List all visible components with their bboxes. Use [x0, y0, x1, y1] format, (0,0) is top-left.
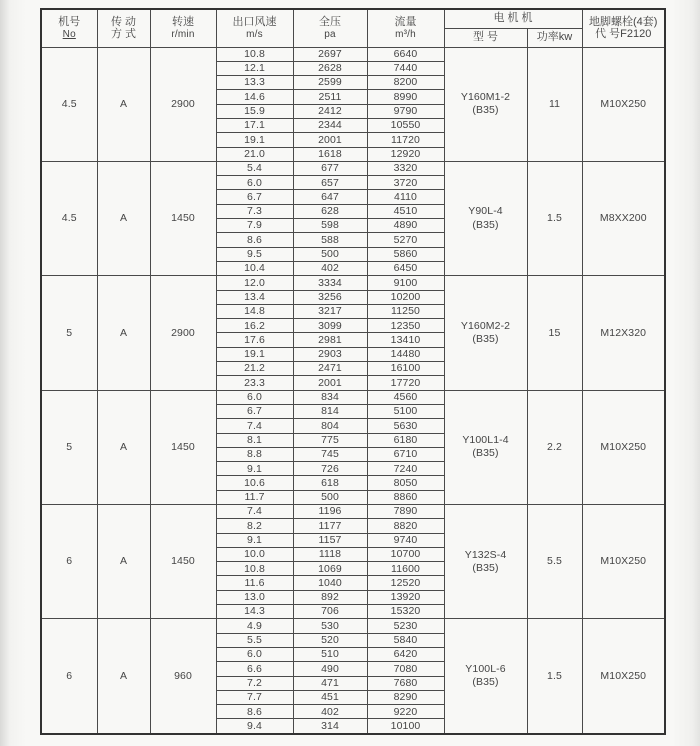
cell-rpm: 1450: [150, 390, 216, 504]
cell-fan-no: 4.5: [41, 47, 97, 161]
cell-pressure: 804: [293, 419, 367, 433]
cell-motor-model: [444, 47, 527, 161]
header-outlet-unit: m/s: [246, 28, 263, 40]
cell-flow: 5230: [367, 619, 444, 633]
cell-pressure: 1157: [293, 533, 367, 547]
cell-motor-power: 15: [527, 276, 582, 390]
cell-flow: 6420: [367, 647, 444, 661]
cell-pressure: 745: [293, 447, 367, 461]
cell-outlet-speed: 6.0: [216, 647, 293, 661]
cell-pressure: 2471: [293, 362, 367, 376]
motor-frame-line: (B35): [472, 447, 499, 460]
cell-pressure: 2599: [293, 76, 367, 90]
cell-flow: 10200: [367, 290, 444, 304]
cell-outlet-speed: 7.4: [216, 419, 293, 433]
cell-outlet-speed: 19.1: [216, 133, 293, 147]
cell-pressure: 2981: [293, 333, 367, 347]
cell-flow: 7080: [367, 662, 444, 676]
spec-block: [41, 390, 665, 504]
spec-block: [41, 161, 665, 275]
cell-flow: 13410: [367, 333, 444, 347]
cell-motor-model: [444, 390, 527, 504]
cell-flow: 6180: [367, 433, 444, 447]
motor-frame-line: (B35): [472, 218, 499, 231]
cell-motor-power: 2.2: [527, 390, 582, 504]
cell-anchor-bolt: M12X320: [582, 276, 665, 390]
cell-pressure: 510: [293, 647, 367, 661]
cell-rpm: 960: [150, 619, 216, 734]
motor-model-line: Y132S-4: [464, 548, 507, 561]
cell-pressure: 500: [293, 490, 367, 504]
cell-flow: 11600: [367, 562, 444, 576]
cell-flow: 8050: [367, 476, 444, 490]
cell-anchor-bolt: M8XX200: [582, 161, 665, 275]
spec-block: [41, 276, 665, 390]
cell-pressure: 657: [293, 176, 367, 190]
cell-pressure: 530: [293, 619, 367, 633]
cell-flow: 10700: [367, 547, 444, 561]
cell-outlet-speed: 8.2: [216, 519, 293, 533]
cell-fan-no: 4.5: [41, 161, 97, 275]
header-drive-line2: 方 式: [110, 28, 137, 41]
cell-outlet-speed: 7.9: [216, 219, 293, 233]
header-pressure-cn: 全压: [319, 16, 341, 29]
cell-flow: 17720: [367, 376, 444, 390]
cell-pressure: 598: [293, 219, 367, 233]
cell-motor-power: 11: [527, 47, 582, 161]
spec-row: [41, 619, 665, 633]
cell-outlet-speed: 10.8: [216, 47, 293, 61]
cell-flow: 4890: [367, 219, 444, 233]
header-fan-no: [41, 9, 97, 47]
cell-outlet-speed: 21.2: [216, 362, 293, 376]
cell-outlet-speed: 9.1: [216, 533, 293, 547]
header-drive-type: [97, 9, 150, 47]
cell-pressure: 618: [293, 476, 367, 490]
cell-outlet-speed: 7.3: [216, 204, 293, 218]
cell-flow: 4560: [367, 390, 444, 404]
cell-pressure: 1118: [293, 547, 367, 561]
cell-flow: 5100: [367, 404, 444, 418]
cell-pressure: 2511: [293, 90, 367, 104]
cell-motor-model: [444, 161, 527, 275]
cell-drive-type: A: [97, 161, 150, 275]
cell-pressure: 2001: [293, 133, 367, 147]
spec-row: [41, 505, 665, 519]
cell-pressure: 677: [293, 161, 367, 175]
spec-block: [41, 619, 665, 734]
cell-outlet-speed: 8.6: [216, 705, 293, 719]
header-drive-line1: 传 动: [110, 15, 137, 28]
cell-outlet-speed: 7.2: [216, 676, 293, 690]
cell-pressure: 314: [293, 719, 367, 734]
cell-drive-type: A: [97, 47, 150, 161]
cell-outlet-speed: 5.4: [216, 161, 293, 175]
cell-pressure: 3099: [293, 319, 367, 333]
cell-flow: 15320: [367, 605, 444, 619]
motor-frame-line: (B35): [472, 561, 499, 574]
cell-anchor-bolt: M10X250: [582, 619, 665, 734]
cell-outlet-speed: 9.1: [216, 462, 293, 476]
cell-outlet-speed: 14.3: [216, 605, 293, 619]
cell-flow: 12350: [367, 319, 444, 333]
cell-pressure: 490: [293, 662, 367, 676]
cell-rpm: 1450: [150, 505, 216, 619]
cell-outlet-speed: 9.4: [216, 719, 293, 734]
cell-outlet-speed: 10.8: [216, 562, 293, 576]
cell-flow: 7680: [367, 676, 444, 690]
cell-flow: 6710: [367, 447, 444, 461]
cell-drive-type: A: [97, 276, 150, 390]
cell-flow: 7890: [367, 505, 444, 519]
motor-model-line: Y100L1-4: [462, 434, 509, 447]
cell-pressure: 500: [293, 247, 367, 261]
cell-pressure: 1177: [293, 519, 367, 533]
cell-outlet-speed: 6.6: [216, 662, 293, 676]
table-header: [41, 9, 665, 47]
cell-flow: 6640: [367, 47, 444, 61]
cell-anchor-bolt: M10X250: [582, 505, 665, 619]
cell-flow: 9220: [367, 705, 444, 719]
cell-outlet-speed: 6.0: [216, 390, 293, 404]
cell-flow: 10550: [367, 118, 444, 132]
header-rpm-unit: r/min: [171, 28, 195, 40]
spec-row: [41, 276, 665, 290]
cell-flow: 8860: [367, 490, 444, 504]
header-motor-model: 型 号: [444, 28, 527, 47]
cell-outlet-speed: 15.9: [216, 104, 293, 118]
cell-outlet-speed: 11.7: [216, 490, 293, 504]
cell-outlet-speed: 8.6: [216, 233, 293, 247]
cell-anchor-bolt: M10X250: [582, 390, 665, 504]
cell-flow: 5270: [367, 233, 444, 247]
header-flow-unit: m³/h: [395, 28, 416, 40]
cell-motor-model: [444, 276, 527, 390]
cell-pressure: 588: [293, 233, 367, 247]
motor-model-line: Y160M1-2: [460, 91, 511, 104]
cell-pressure: 2001: [293, 376, 367, 390]
cell-rpm: 2900: [150, 47, 216, 161]
cell-flow: 3320: [367, 161, 444, 175]
header-fan-no-en: No: [62, 28, 76, 40]
cell-flow: 3720: [367, 176, 444, 190]
cell-outlet-speed: 5.5: [216, 633, 293, 647]
cell-pressure: 1069: [293, 562, 367, 576]
cell-outlet-speed: 23.3: [216, 376, 293, 390]
cell-flow: 8820: [367, 519, 444, 533]
cell-flow: 16100: [367, 362, 444, 376]
cell-pressure: 775: [293, 433, 367, 447]
header-bolt-line1: 地脚螺栓(4套): [589, 15, 658, 28]
cell-pressure: 1196: [293, 505, 367, 519]
cell-pressure: 1040: [293, 576, 367, 590]
header-motor-power: 功率kw: [527, 28, 582, 47]
cell-pressure: 402: [293, 705, 367, 719]
header-outlet-cn: 出口风速: [232, 16, 277, 29]
cell-motor-power: 1.5: [527, 161, 582, 275]
cell-pressure: 3256: [293, 290, 367, 304]
header-rpm: [150, 9, 216, 47]
cell-pressure: 3217: [293, 304, 367, 318]
cell-drive-type: A: [97, 619, 150, 734]
cell-outlet-speed: 12.1: [216, 61, 293, 75]
cell-outlet-speed: 12.0: [216, 276, 293, 290]
cell-motor-power: 5.5: [527, 505, 582, 619]
header-flow-cn: 流量: [394, 16, 417, 29]
cell-pressure: 2903: [293, 347, 367, 361]
cell-outlet-speed: 8.1: [216, 433, 293, 447]
cell-outlet-speed: 4.9: [216, 619, 293, 633]
cell-outlet-speed: 10.4: [216, 261, 293, 275]
cell-outlet-speed: 7.4: [216, 505, 293, 519]
cell-outlet-speed: 16.2: [216, 319, 293, 333]
cell-pressure: 834: [293, 390, 367, 404]
cell-anchor-bolt: M10X250: [582, 47, 665, 161]
cell-flow: 8200: [367, 76, 444, 90]
cell-pressure: 2412: [293, 104, 367, 118]
cell-fan-no: 6: [41, 505, 97, 619]
cell-pressure: 402: [293, 261, 367, 275]
motor-frame-line: (B35): [472, 332, 499, 345]
cell-outlet-speed: 6.7: [216, 404, 293, 418]
cell-pressure: 3334: [293, 276, 367, 290]
cell-motor-model: [444, 505, 527, 619]
cell-flow: 5630: [367, 419, 444, 433]
cell-outlet-speed: 17.6: [216, 333, 293, 347]
motor-model-line: Y160M2-2: [460, 319, 511, 332]
header-motor-group: 电 机 机: [444, 9, 582, 28]
cell-outlet-speed: 13.4: [216, 290, 293, 304]
fan-spec-table: [40, 8, 666, 735]
cell-flow: 12920: [367, 147, 444, 161]
cell-flow: 11250: [367, 304, 444, 318]
cell-motor-model: [444, 619, 527, 734]
cell-pressure: 2697: [293, 47, 367, 61]
cell-outlet-speed: 7.7: [216, 690, 293, 704]
spec-block: [41, 505, 665, 619]
cell-pressure: 471: [293, 676, 367, 690]
cell-outlet-speed: 14.6: [216, 90, 293, 104]
motor-frame-line: (B35): [472, 676, 499, 689]
cell-flow: 5860: [367, 247, 444, 261]
cell-outlet-speed: 13.3: [216, 76, 293, 90]
spec-row: [41, 161, 665, 175]
cell-rpm: 2900: [150, 276, 216, 390]
cell-pressure: 2628: [293, 61, 367, 75]
cell-outlet-speed: 13.0: [216, 590, 293, 604]
cell-flow: 6450: [367, 261, 444, 275]
cell-flow: 4110: [367, 190, 444, 204]
motor-frame-line: (B35): [472, 104, 499, 117]
cell-flow: 7440: [367, 61, 444, 75]
spec-block: [41, 47, 665, 161]
cell-flow: 11720: [367, 133, 444, 147]
cell-pressure: 892: [293, 590, 367, 604]
header-row-1: [41, 9, 665, 28]
header-anchor-bolt: [582, 9, 665, 47]
cell-outlet-speed: 6.0: [216, 176, 293, 190]
cell-drive-type: A: [97, 390, 150, 504]
cell-outlet-speed: 10.0: [216, 547, 293, 561]
cell-flow: 10100: [367, 719, 444, 734]
cell-pressure: 2344: [293, 118, 367, 132]
header-pressure: [293, 9, 367, 47]
cell-flow: 9790: [367, 104, 444, 118]
cell-flow: 9740: [367, 533, 444, 547]
cell-drive-type: A: [97, 505, 150, 619]
cell-flow: 8290: [367, 690, 444, 704]
spec-row: [41, 47, 665, 61]
motor-model-line: Y90L-4: [468, 205, 503, 218]
cell-fan-no: 5: [41, 390, 97, 504]
cell-pressure: 706: [293, 605, 367, 619]
cell-outlet-speed: 11.6: [216, 576, 293, 590]
cell-outlet-speed: 8.8: [216, 447, 293, 461]
cell-pressure: 1618: [293, 147, 367, 161]
cell-outlet-speed: 17.1: [216, 118, 293, 132]
cell-pressure: 726: [293, 462, 367, 476]
cell-flow: 7240: [367, 462, 444, 476]
cell-pressure: 647: [293, 190, 367, 204]
cell-pressure: 520: [293, 633, 367, 647]
cell-motor-power: 1.5: [527, 619, 582, 734]
cell-fan-no: 6: [41, 619, 97, 734]
cell-outlet-speed: 9.5: [216, 247, 293, 261]
cell-outlet-speed: 14.8: [216, 304, 293, 318]
header-pressure-unit: pa: [324, 28, 336, 40]
header-flow: [367, 9, 444, 47]
cell-pressure: 628: [293, 204, 367, 218]
cell-pressure: 814: [293, 404, 367, 418]
cell-outlet-speed: 10.6: [216, 476, 293, 490]
header-rpm-cn: 转速: [172, 16, 194, 29]
cell-flow: 12520: [367, 576, 444, 590]
cell-outlet-speed: 6.7: [216, 190, 293, 204]
cell-flow: 4510: [367, 204, 444, 218]
cell-flow: 14480: [367, 347, 444, 361]
header-outlet-speed: [216, 9, 293, 47]
spec-row: [41, 390, 665, 404]
header-fan-no-cn: 机号: [58, 16, 81, 29]
cell-flow: 8990: [367, 90, 444, 104]
cell-outlet-speed: 19.1: [216, 347, 293, 361]
cell-flow: 5840: [367, 633, 444, 647]
motor-model-line: Y100L-6: [465, 662, 506, 675]
cell-flow: 13920: [367, 590, 444, 604]
cell-fan-no: 5: [41, 276, 97, 390]
cell-outlet-speed: 21.0: [216, 147, 293, 161]
cell-flow: 9100: [367, 276, 444, 290]
cell-rpm: 1450: [150, 161, 216, 275]
header-bolt-line2: 代 号F2120: [595, 28, 652, 41]
cell-pressure: 451: [293, 690, 367, 704]
